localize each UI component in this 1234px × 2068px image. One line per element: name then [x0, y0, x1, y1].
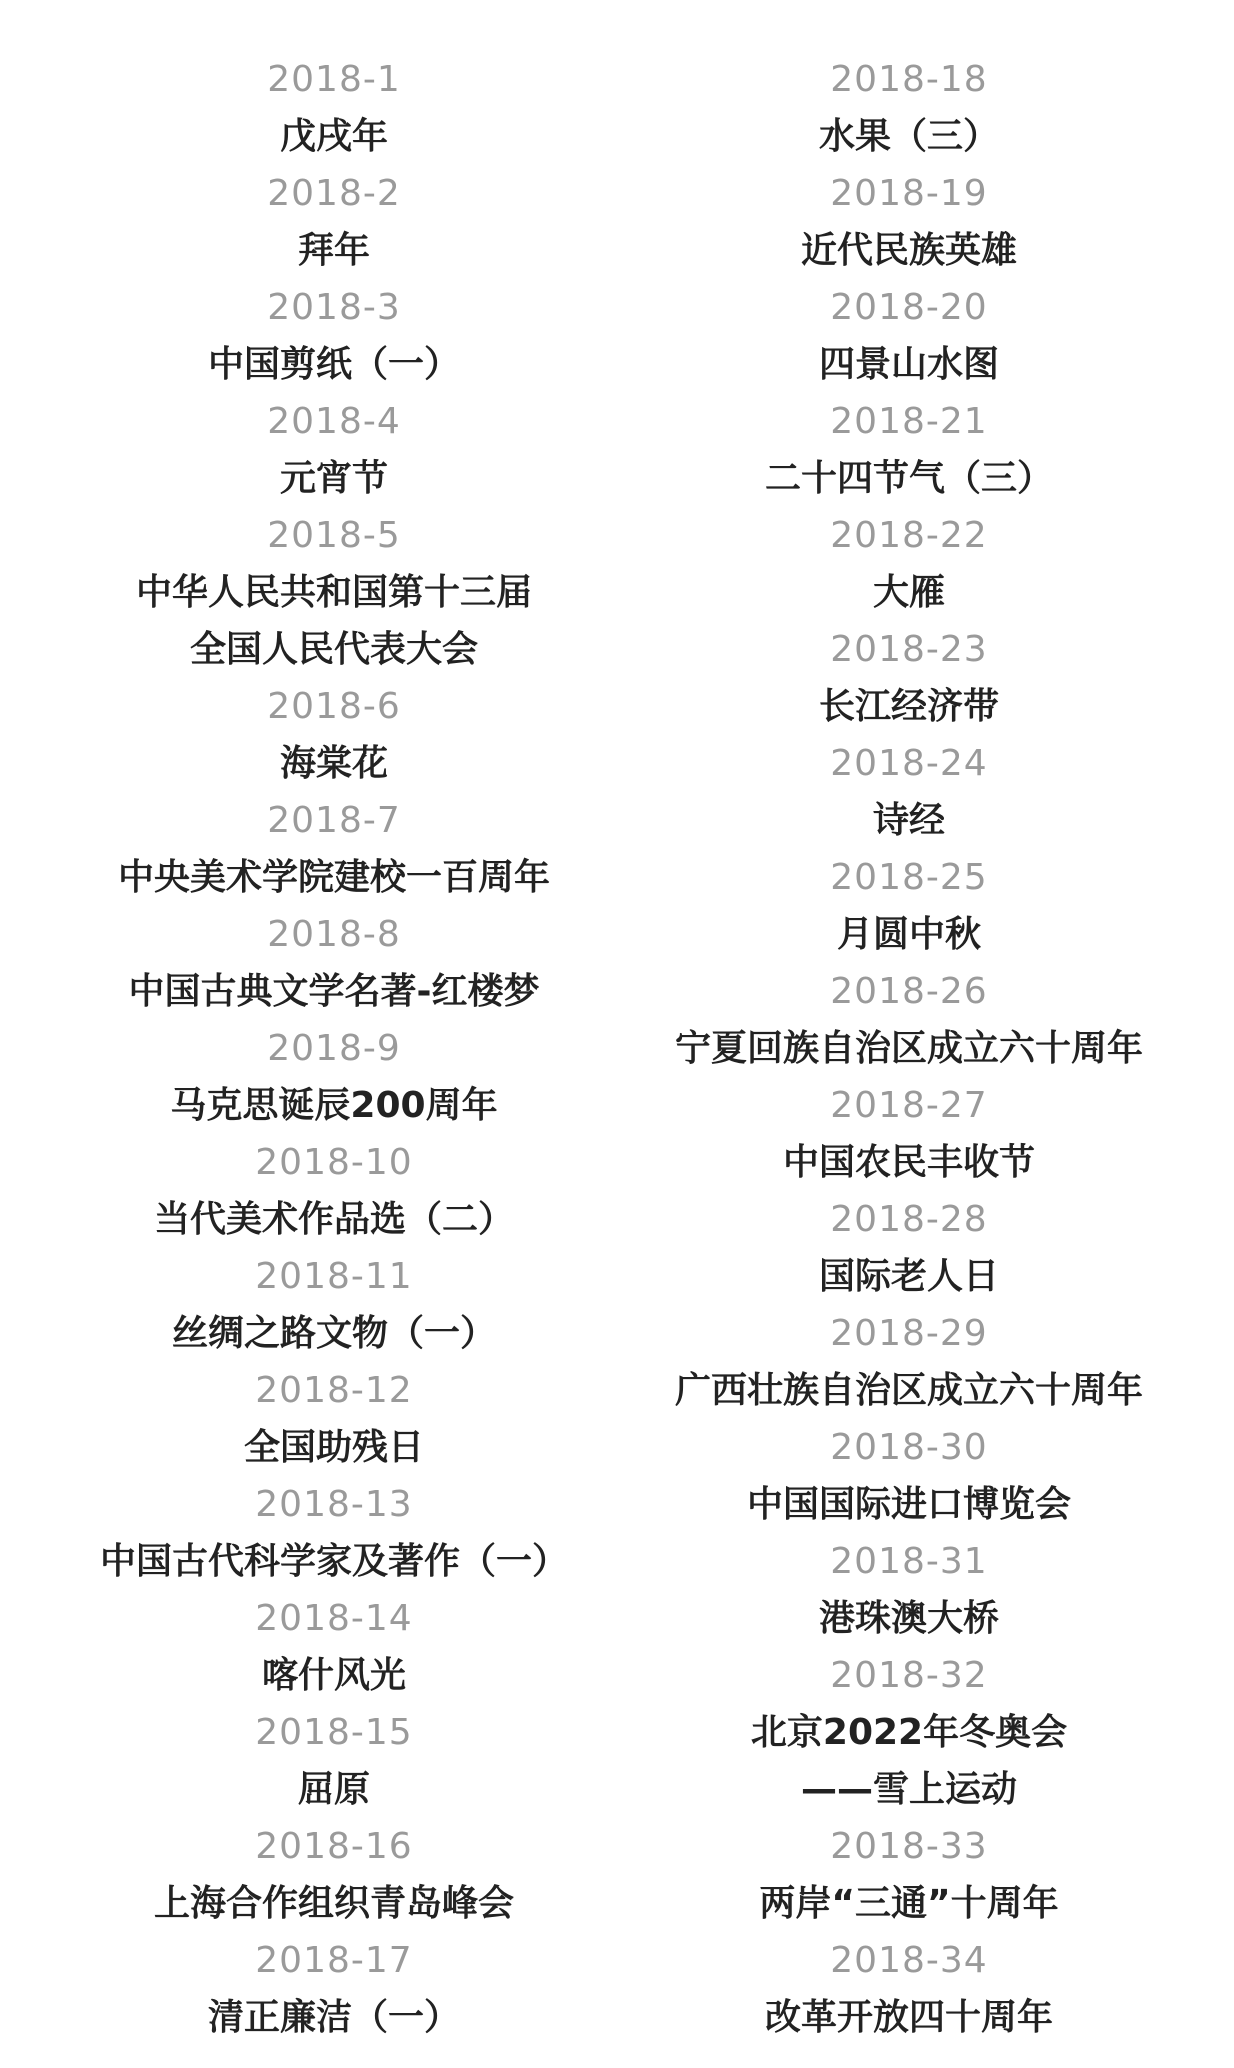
stamp-code: 2018-7: [267, 800, 401, 841]
stamp-entry: [34, 507, 634, 678]
stamp-title-line: 全国助残日: [243, 1427, 424, 1468]
stamp-entry: [609, 1077, 1209, 1191]
stamp-title: [609, 1590, 1209, 1647]
stamp-title-line: 当代美术作品选（二）: [153, 1199, 514, 1240]
stamp-list-right-column: [609, 51, 1209, 2046]
stamp-code: 2018-21: [830, 401, 988, 442]
stamp-entry: [609, 849, 1209, 963]
stamp-title: [34, 1533, 634, 1590]
stamp-title-line: 港珠澳大桥: [818, 1598, 999, 1639]
stamp-entry: [609, 735, 1209, 849]
stamp-title-line: 全国人民代表大会: [189, 629, 478, 670]
stamp-code: 2018-3: [267, 287, 401, 328]
stamp-title-line: 戊戌年: [279, 116, 388, 157]
stamp-title-line: 北京2022年冬奥会: [750, 1712, 1068, 1753]
stamp-entry: [609, 963, 1209, 1077]
stamp-entry: [34, 1134, 634, 1248]
stamp-title: [609, 1020, 1209, 1077]
stamp-code: 2018-23: [830, 629, 988, 670]
stamp-code: 2018-17: [255, 1940, 413, 1981]
stamp-title-line: 广西壮族自治区成立六十周年: [674, 1370, 1143, 1411]
stamp-title: [34, 735, 634, 792]
stamp-title: [34, 1191, 634, 1248]
stamp-entry: [609, 393, 1209, 507]
stamp-title-line: 宁夏回族自治区成立六十周年: [674, 1028, 1143, 1069]
stamp-code: 2018-28: [830, 1199, 988, 1240]
stamp-title-line: 中央美术学院建校一百周年: [117, 857, 550, 898]
stamp-entry: [34, 51, 634, 165]
stamp-title-line: 四景山水图: [818, 344, 999, 385]
stamp-code: 2018-15: [255, 1712, 413, 1753]
stamp-entry: [609, 1818, 1209, 1932]
stamp-title-line: 月圆中秋: [836, 914, 981, 955]
stamp-entry: [34, 906, 634, 1020]
stamp-title: [609, 1704, 1209, 1818]
stamp-title-line: 元宵节: [279, 458, 388, 499]
stamp-title: [609, 1248, 1209, 1305]
stamp-title-line: 中国剪纸（一）: [207, 344, 460, 385]
stamp-title: [34, 1875, 634, 1932]
stamp-entry: [609, 51, 1209, 165]
stamp-title: [34, 849, 634, 906]
stamp-title-line: 近代民族英雄: [800, 230, 1017, 271]
stamp-entry: [609, 165, 1209, 279]
stamp-entry: [34, 1248, 634, 1362]
stamp-title: [34, 1419, 634, 1476]
stamp-title-line: 国际老人日: [818, 1256, 999, 1297]
stamp-title: [34, 450, 634, 507]
stamp-list-left-column: [34, 51, 634, 2046]
stamp-code: 2018-13: [255, 1484, 413, 1525]
stamp-title-line: 海棠花: [279, 743, 388, 784]
stamp-code: 2018-25: [830, 857, 988, 898]
stamp-title: [609, 222, 1209, 279]
stamp-title-line: 中华人民共和国第十三届: [135, 572, 532, 613]
stamp-code: 2018-16: [255, 1826, 413, 1867]
stamp-title: [34, 1647, 634, 1704]
stamp-title: [34, 1305, 634, 1362]
stamp-title: [34, 1077, 634, 1134]
stamp-title-line: 中国国际进口博览会: [746, 1484, 1071, 1525]
stamp-title-line: 二十四节气（三）: [764, 458, 1053, 499]
stamp-title-line: 中国农民丰收节: [782, 1142, 1035, 1183]
stamp-code: 2018-9: [267, 1028, 401, 1069]
stamp-title: [34, 963, 634, 1020]
stamp-title-line: 喀什风光: [261, 1655, 406, 1696]
stamp-code: 2018-24: [830, 743, 988, 784]
stamp-code: 2018-26: [830, 971, 988, 1012]
stamp-title: [34, 564, 634, 678]
stamp-title-line: 中国古典文学名著-红楼梦: [128, 971, 540, 1012]
stamp-code: 2018-20: [830, 287, 988, 328]
stamp-title: [34, 1989, 634, 2046]
stamp-title: [609, 564, 1209, 621]
stamp-title-line: 改革开放四十周年: [764, 1997, 1053, 2038]
stamp-entry: [34, 1590, 634, 1704]
stamp-title-line: 中国古代科学家及著作（一）: [99, 1541, 568, 1582]
stamp-code: 2018-33: [830, 1826, 988, 1867]
stamp-entry: [609, 1419, 1209, 1533]
stamp-code: 2018-30: [830, 1427, 988, 1468]
stamp-title-line: 大雁: [872, 572, 945, 613]
stamp-entry: [34, 1932, 634, 2046]
stamp-entry: [34, 1476, 634, 1590]
stamp-entry: [34, 678, 634, 792]
stamp-title: [609, 450, 1209, 507]
stamp-title-line: 马克思诞辰200周年: [170, 1085, 498, 1126]
stamp-title: [609, 906, 1209, 963]
stamp-title: [609, 1134, 1209, 1191]
stamp-title: [609, 1875, 1209, 1932]
stamp-code: 2018-2: [267, 173, 401, 214]
stamp-title: [609, 336, 1209, 393]
stamp-code: 2018-8: [267, 914, 401, 955]
stamp-title-line: 拜年: [297, 230, 370, 271]
stamp-title-line: 水果（三）: [818, 116, 999, 157]
stamp-code: 2018-18: [830, 59, 988, 100]
stamp-title: [609, 1989, 1209, 2046]
stamp-entry: [34, 165, 634, 279]
stamp-title: [34, 222, 634, 279]
stamp-code: 2018-22: [830, 515, 988, 556]
stamp-code: 2018-10: [255, 1142, 413, 1183]
stamp-code: 2018-19: [830, 173, 988, 214]
stamp-entry: [34, 279, 634, 393]
stamp-entry: [34, 1362, 634, 1476]
stamp-title-line: ——雪上运动: [800, 1769, 1017, 1810]
stamp-title: [609, 792, 1209, 849]
stamp-title: [34, 108, 634, 165]
stamp-title-line: 两岸“三通”十周年: [759, 1883, 1059, 1924]
stamp-entry: [34, 792, 634, 906]
stamp-entry: [34, 393, 634, 507]
stamp-title-line: 上海合作组织青岛峰会: [153, 1883, 514, 1924]
stamp-entry: [609, 507, 1209, 621]
stamp-entry: [34, 1020, 634, 1134]
stamp-entry: [34, 1818, 634, 1932]
stamp-title: [609, 108, 1209, 165]
stamp-title-line: 长江经济带: [818, 686, 999, 727]
stamp-title-line: 诗经: [872, 800, 945, 841]
stamp-entry: [609, 1191, 1209, 1305]
stamp-title: [609, 678, 1209, 735]
stamp-code: 2018-14: [255, 1598, 413, 1639]
stamp-title-line: 屈原: [297, 1769, 370, 1810]
stamp-entry: [609, 1932, 1209, 2046]
stamp-code: 2018-12: [255, 1370, 413, 1411]
stamp-code: 2018-6: [267, 686, 401, 727]
stamp-code: 2018-11: [255, 1256, 413, 1297]
stamp-entry: [609, 279, 1209, 393]
stamp-title-line: 丝绸之路文物（一）: [171, 1313, 496, 1354]
stamp-entry: [34, 1704, 634, 1818]
stamp-code: 2018-27: [830, 1085, 988, 1126]
stamp-code: 2018-4: [267, 401, 401, 442]
stamp-title: [609, 1476, 1209, 1533]
stamp-code: 2018-34: [830, 1940, 988, 1981]
stamp-entry: [609, 1305, 1209, 1419]
stamp-code: 2018-29: [830, 1313, 988, 1354]
stamp-code: 2018-31: [830, 1541, 988, 1582]
stamp-title: [34, 1761, 634, 1818]
stamp-code: 2018-5: [267, 515, 401, 556]
stamp-title: [609, 1362, 1209, 1419]
stamp-code: 2018-32: [830, 1655, 988, 1696]
stamp-entry: [609, 621, 1209, 735]
stamp-code: 2018-1: [267, 59, 401, 100]
stamp-title: [34, 336, 634, 393]
stamp-entry: [609, 1533, 1209, 1647]
stamp-entry: [609, 1647, 1209, 1818]
stamp-title-line: 清正廉洁（一）: [207, 1997, 460, 2038]
